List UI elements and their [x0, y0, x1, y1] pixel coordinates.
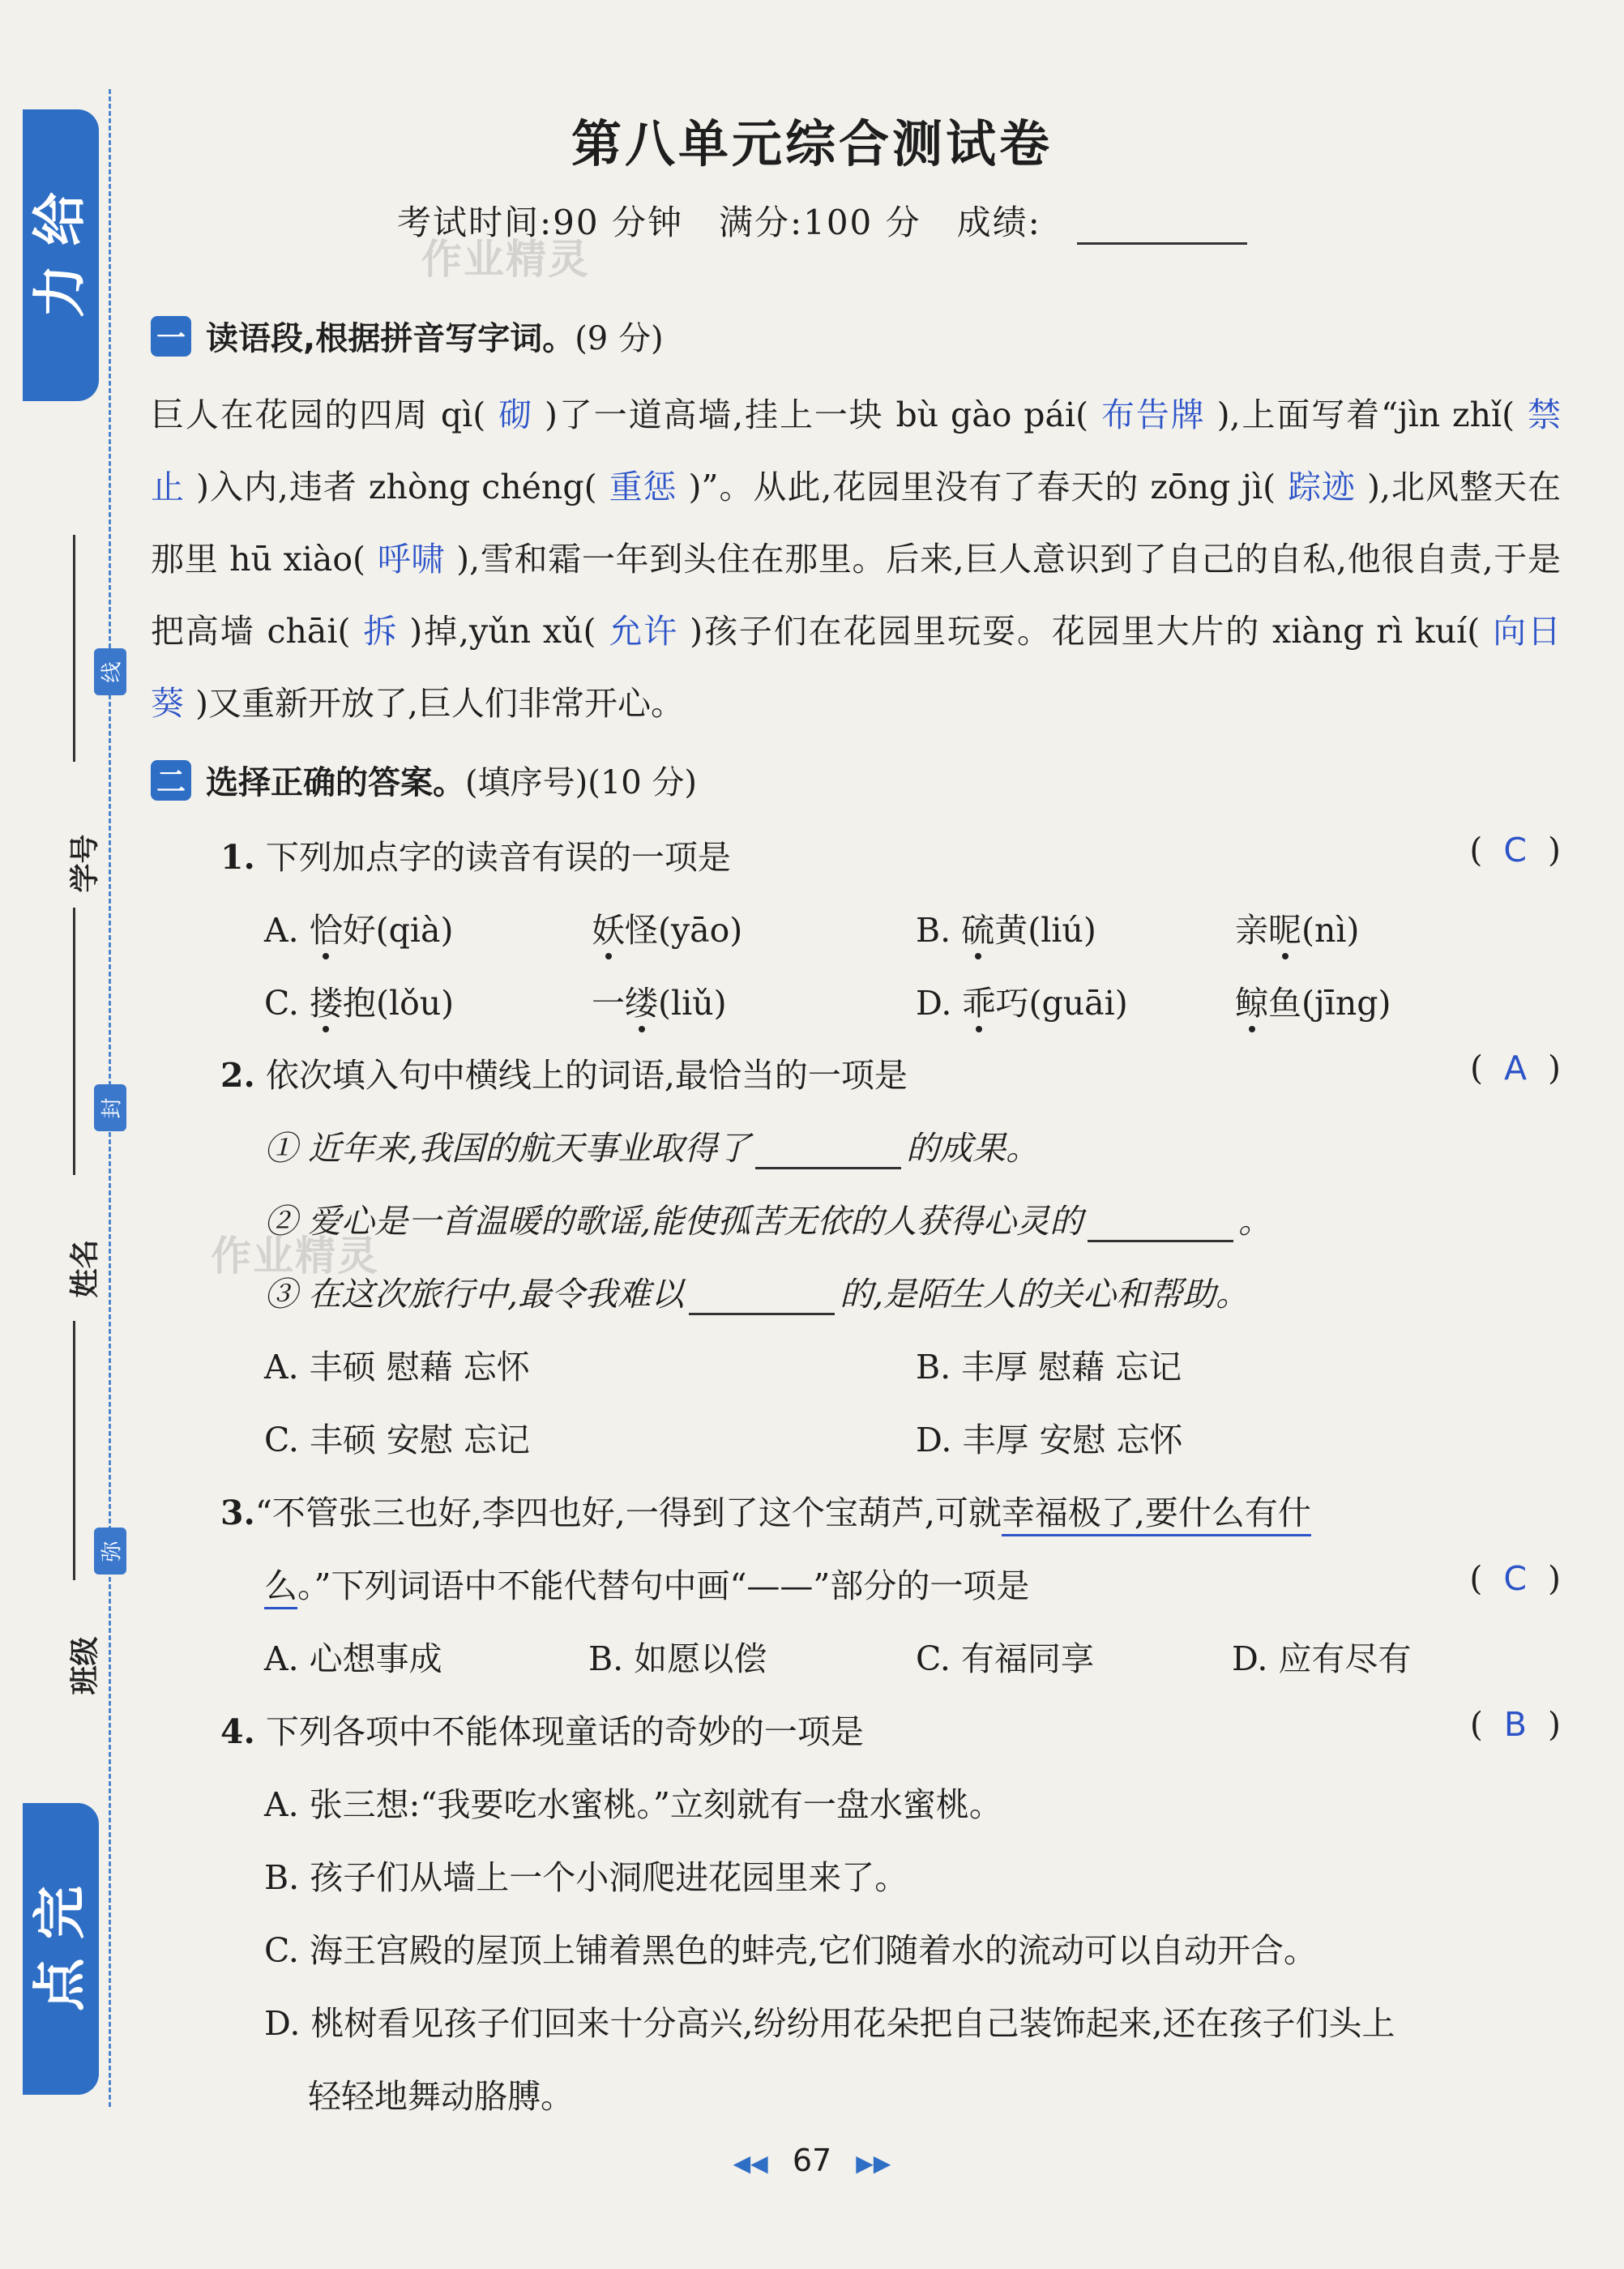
watermark: 作业精灵	[421, 236, 590, 283]
question-number: 2.	[220, 1056, 255, 1095]
q2-sentence-3: ③ 在这次旅行中,最令我难以 的,是陌生人的关心和帮助。	[264, 1275, 1250, 1314]
section-1-points: (9 分)	[575, 320, 664, 357]
passage-text: ),雪和霜一年到头住在那里。后来,巨人意识到了自己的自私,他很自责,于是把高墙 chāi(	[151, 540, 1562, 651]
passage-text: ),上面写着“jìn zhǐ(	[1216, 395, 1515, 434]
q1-option-c1: C. 搂抱(lǒu)	[264, 984, 455, 1023]
passage-text: )入内,违者 zhòng chéng(	[195, 468, 597, 506]
answer-slot-q3[interactable]: ( C )	[1469, 1559, 1561, 1598]
q2-sentence-1: ① 近年来,我国的航天事业取得了 的成果。	[264, 1129, 1040, 1168]
q1-option-d1: D. 乖巧(guāi)	[916, 984, 1128, 1023]
exam-time: 考试时间:90 分钟	[397, 203, 683, 242]
q4-option-d: D. 桃树看见孩子们回来十分高兴,纷纷用花朵把自己装饰起来,还在孩子们头上	[264, 2004, 1395, 2043]
q2-option-c: C. 丰硕 安慰 忘记	[264, 1421, 531, 1459]
section-2-points: (填序号)(10 分)	[465, 764, 698, 801]
passage-text: )又重新开放了,巨人们非常开心。	[195, 684, 685, 723]
section-1-passage	[151, 379, 1561, 740]
next-arrow-icon: ▶▶	[856, 2150, 891, 2177]
fill-answer[interactable]: 踪迹	[1287, 468, 1357, 506]
q3-option-a: A. 心想事成	[264, 1639, 442, 1678]
question-1	[220, 831, 731, 878]
section-1-title: 读语段,根据拼音写字词。	[206, 320, 575, 357]
class-line[interactable]	[73, 1321, 75, 1580]
q4-option-b: B. 孩子们从墙上一个小洞爬进花园里来了。	[264, 1858, 908, 1897]
fill-answer[interactable]: 禁止	[151, 395, 1562, 506]
question-text: 依次填入句中横线上的词语,最恰当的一项是	[265, 1056, 908, 1095]
q2-option-a: A. 丰硕 慰藉 忘怀	[264, 1348, 530, 1387]
tab-char: 完	[28, 1886, 92, 1940]
q2-option-d: D. 丰厚 安慰 忘怀	[916, 1421, 1183, 1459]
score-field[interactable]	[1077, 203, 1247, 245]
tab-char: 点	[28, 1958, 92, 2012]
seal-xian: 线	[94, 648, 126, 695]
question-text: 下列各项中不能体现童话的奇妙的一项是	[265, 1712, 864, 1751]
question-text: 下列加点字的读音有误的一项是	[265, 838, 731, 877]
q1-option-b1: B. 硫黄(liú)	[916, 911, 1096, 950]
underlined-phrase: 么	[264, 1566, 297, 1609]
seal-feng: 封	[94, 1084, 126, 1131]
question-number: 3.	[220, 1493, 255, 1532]
question-4	[220, 1705, 864, 1753]
q1-option-c2: 一缕(liǔ)	[592, 984, 727, 1023]
page-title: 第八单元综合测试卷	[571, 114, 1053, 173]
fill-answer[interactable]: 砌	[497, 395, 533, 434]
tab-char: 力	[28, 264, 92, 318]
section-2-header	[151, 757, 697, 803]
question-3-cont	[264, 1559, 1029, 1607]
student-id-label: 学号	[68, 834, 102, 893]
prev-arrow-icon: ◀◀	[733, 2150, 768, 2177]
q1-option-b2: 亲昵(nì)	[1235, 911, 1360, 950]
question-3	[220, 1486, 1311, 1534]
q1-option-d2: 鲸鱼(jīng)	[1235, 984, 1391, 1023]
question-2	[220, 1049, 908, 1096]
section-1-header	[151, 313, 664, 359]
student-id-line[interactable]	[73, 535, 75, 762]
fill-answer[interactable]: 重惩	[608, 468, 677, 506]
answer-slot-q2[interactable]: ( A )	[1469, 1049, 1561, 1087]
blank[interactable]	[755, 1134, 901, 1169]
q1-option-a2: 妖怪(yāo)	[592, 911, 743, 950]
fill-answer[interactable]: 允许	[607, 612, 679, 651]
fill-answer[interactable]: 呼啸	[377, 540, 446, 579]
passage-text: )”。从此,花园里没有了春天的 zōng jì(	[688, 468, 1276, 506]
q3-option-c: C. 有福同享	[916, 1639, 1094, 1678]
blank[interactable]	[689, 1280, 835, 1315]
answer-q1: C	[1503, 831, 1527, 870]
answer-q3: C	[1503, 1559, 1527, 1598]
fill-answer[interactable]: 向日葵	[151, 612, 1562, 723]
question-text: 。”下列词语中不能代替句中画“——”部分的一项是	[297, 1566, 1030, 1605]
name-label: 姓名	[68, 1239, 102, 1298]
q4-option-c: C. 海王宫殿的屋顶上铺着黑色的蚌壳,它们随着水的流动可以自动开合。	[264, 1931, 1318, 1970]
blank[interactable]	[1088, 1207, 1233, 1242]
binding-tab-bottom	[23, 1803, 99, 2095]
answer-q4: B	[1503, 1705, 1527, 1744]
passage-text: ),北风整天在那里 hū xiào(	[151, 468, 1561, 579]
seal-mi: 弥	[94, 1528, 126, 1575]
q4-option-d-cont: 轻轻地舞动胳膊。	[308, 2077, 574, 2116]
answer-q2: A	[1503, 1049, 1527, 1087]
section-1-badge: 一	[151, 316, 191, 357]
watermark: 作业精灵	[211, 1233, 379, 1280]
q2-option-b: B. 丰厚 慰藉 忘记	[916, 1348, 1182, 1387]
answer-slot-q1[interactable]: ( C )	[1469, 831, 1561, 870]
tab-char: 给	[28, 192, 92, 246]
full-score: 满分:100 分	[718, 203, 921, 242]
passage-text: )孩子们在花园里玩耍。花园里大片的 xiàng rì kuí(	[690, 612, 1481, 651]
page-number: 67	[792, 2143, 832, 2178]
question-number: 4.	[220, 1712, 255, 1751]
q4-option-a: A. 张三想:“我要吃水蜜桃。”立刻就有一盘水蜜桃。	[264, 1785, 1002, 1824]
section-2-badge: 二	[151, 760, 191, 801]
q3-option-b: B. 如愿以偿	[588, 1639, 767, 1678]
passage-text: )掉,yǔn xǔ(	[409, 612, 596, 651]
name-line[interactable]	[73, 908, 75, 1175]
score-label: 成绩:	[956, 203, 1041, 242]
fill-answer[interactable]: 拆	[361, 612, 399, 651]
section-2-title: 选择正确的答案。	[206, 764, 465, 801]
answer-slot-q4[interactable]: ( B )	[1469, 1705, 1561, 1744]
class-label: 班级	[68, 1636, 102, 1695]
question-number: 1.	[220, 838, 255, 877]
underlined-phrase: 幸福极了,要什么有什	[1002, 1493, 1311, 1536]
page-footer	[0, 2143, 1624, 2178]
question-text: “不管张三也好,李四也好,一得到了这个宝葫芦,可就	[254, 1493, 1002, 1532]
q3-option-d: D. 应有尽有	[1232, 1639, 1412, 1678]
q2-sentence-2: ② 爱心是一首温暖的歌谣,能使孤苦无依的人获得心灵的 。	[264, 1202, 1272, 1241]
q1-option-a1: A. 恰好(qià)	[264, 911, 454, 950]
fill-answer[interactable]: 布告牌	[1100, 395, 1206, 434]
passage-text: 巨人在花园的四周 qì(	[151, 395, 486, 434]
passage-text: )了一道高墙,挂上一块 bù gào pái(	[544, 395, 1089, 434]
